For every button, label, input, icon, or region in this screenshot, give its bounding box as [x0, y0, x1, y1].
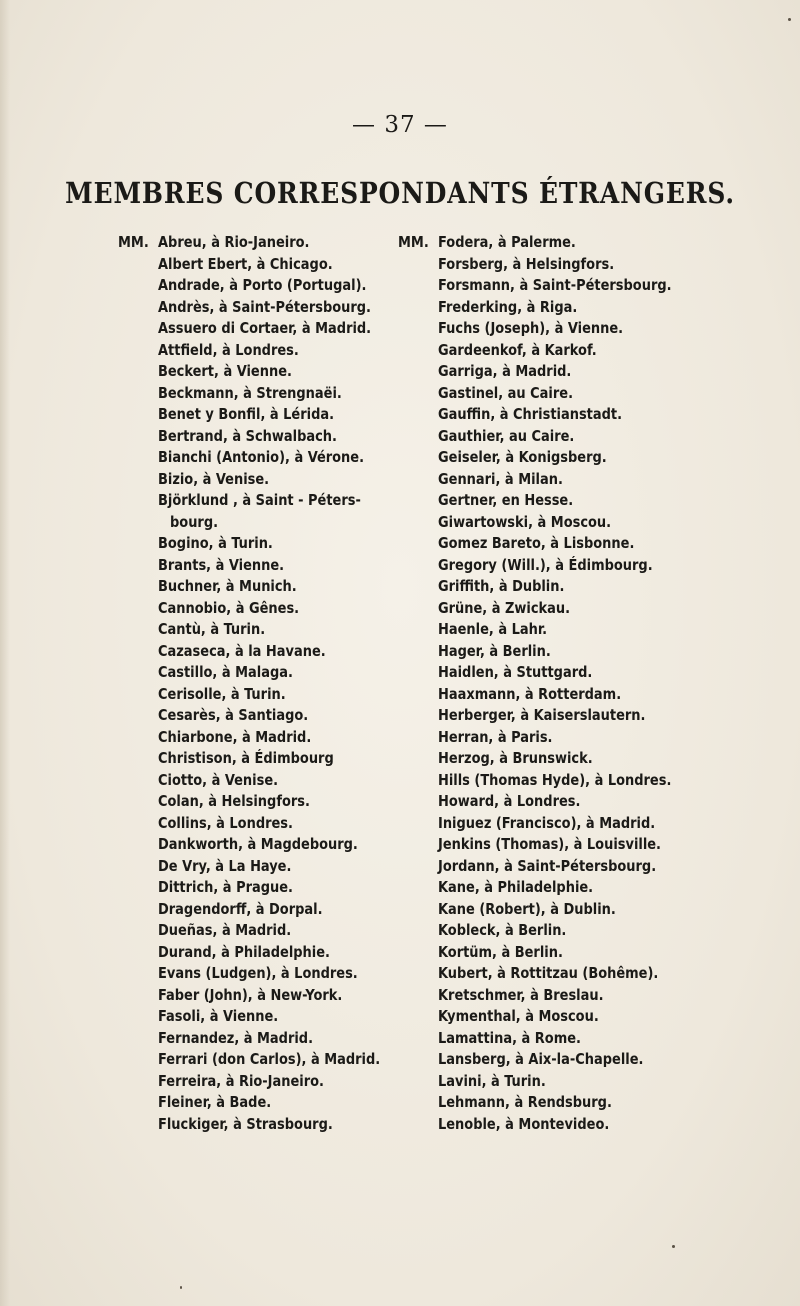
member-entry-text: Jenkins (Thomas), à Louisville.	[438, 835, 661, 853]
member-entry-text: Gardeenkof, à Karkof.	[438, 340, 597, 359]
member-entry	[118, 877, 418, 899]
member-entry	[118, 813, 418, 835]
page-number: — 37 —	[352, 112, 448, 138]
member-entry-text: Herran, à Paris.	[438, 727, 553, 746]
member-entry-text: Kretschmer, à Breslau.	[438, 985, 604, 1004]
member-entry-text: Gauffin, à Christianstadt.	[438, 405, 623, 423]
member-entry	[398, 1028, 728, 1050]
member-entry-text: Cazaseca, à la Havane.	[158, 641, 326, 660]
member-entry	[398, 727, 728, 749]
member-entry-text: Haaxmann, à Rotterdam.	[438, 684, 622, 703]
member-entry	[118, 684, 418, 706]
member-entry-text: Chiarbone, à Madrid.	[158, 727, 312, 746]
member-entry	[118, 770, 418, 792]
member-entry-text: Iniguez (Francisco), à Madrid.	[438, 813, 656, 832]
member-entry	[398, 705, 728, 727]
member-entry	[398, 985, 728, 1007]
member-entry	[398, 598, 728, 620]
member-entry	[398, 254, 728, 276]
member-entry	[398, 684, 728, 706]
member-entry	[398, 426, 728, 448]
member-entry	[118, 404, 418, 426]
member-entry	[398, 318, 728, 340]
member-entry-text: Hager, à Berlin.	[438, 641, 551, 660]
member-entry-text: Bianchi (Antonio), à Vérone.	[158, 448, 365, 466]
member-entry	[118, 834, 418, 856]
member-entry-text: Cantù, à Turin.	[158, 620, 266, 638]
member-entry-text: Castillo, à Malaga.	[158, 663, 293, 681]
ink-speck	[180, 1286, 182, 1289]
member-entry-text: Fuchs (Joseph), à Vienne.	[438, 319, 624, 337]
member-entry	[398, 533, 728, 555]
member-entry-text: Kymenthal, à Moscou.	[438, 1007, 599, 1025]
member-entry	[118, 748, 418, 770]
member-entry-text: Dueñas, à Madrid.	[158, 921, 292, 939]
member-entry	[398, 555, 728, 577]
member-entry-text: Collins, à Londres.	[158, 813, 293, 832]
member-entry-text: Lansberg, à Aix-la-Chapelle.	[438, 1050, 644, 1068]
member-entry-text: Assuero di Cortaer, à Madrid.	[158, 319, 372, 337]
member-entry-text: Evans (Ludgen), à Londres.	[158, 964, 358, 982]
member-entry	[398, 641, 728, 663]
member-entry-text: Dittrich, à Prague.	[158, 878, 293, 896]
member-entry	[398, 576, 728, 598]
member-entry-text: Gennari, à Milan.	[438, 469, 563, 488]
member-entry-text: Lenoble, à Montevideo.	[438, 1114, 610, 1133]
member-entry-text: Dankworth, à Magdebourg.	[158, 835, 358, 853]
member-entry	[118, 856, 418, 878]
left-member-column	[118, 232, 418, 1135]
member-entry-text: Kobleck, à Berlin.	[438, 921, 567, 939]
member-entry	[398, 662, 728, 684]
member-entry	[118, 641, 418, 663]
ink-speck	[672, 1245, 675, 1248]
member-entry	[118, 490, 418, 512]
member-entry-text: Kortüm, à Berlin.	[438, 942, 563, 961]
member-entry-text: Cannobio, à Gênes.	[158, 598, 300, 617]
member-entry	[118, 447, 418, 469]
member-entry-text: Grüne, à Zwickau.	[438, 598, 571, 617]
member-entry-text: Ferrari (don Carlos), à Madrid.	[158, 1050, 381, 1068]
member-entry	[118, 705, 418, 727]
member-entry-text: Haidlen, à Stuttgard.	[438, 663, 593, 681]
member-entry	[398, 490, 728, 512]
member-entry-text: Cerisolle, à Turin.	[158, 684, 286, 703]
member-entry-text: Cesarès, à Santiago.	[158, 706, 309, 724]
member-entry	[118, 662, 418, 684]
member-entry-text: Lamattina, à Rome.	[438, 1028, 581, 1047]
member-entry	[118, 1049, 418, 1071]
member-entry-text: Albert Ebert, à Chicago.	[158, 254, 333, 273]
member-entry	[398, 834, 728, 856]
member-entry-text: Andrès, à Saint-Pétersbourg.	[158, 297, 371, 316]
member-entry-text: Jordann, à Saint-Pétersbourg.	[438, 856, 657, 875]
member-entry	[118, 275, 418, 297]
member-entry-text: Ciotto, à Venise.	[158, 770, 279, 789]
page-edge-shadow	[0, 0, 10, 1306]
member-entry	[118, 727, 418, 749]
member-entry	[118, 1028, 418, 1050]
member-entry	[118, 383, 418, 405]
member-entry-text: Forsberg, à Helsingfors.	[438, 254, 615, 273]
member-entry	[398, 1071, 728, 1093]
member-entry	[118, 963, 418, 985]
member-entry	[118, 920, 418, 942]
member-entry-text: Björklund , à Saint - Péters-	[158, 491, 361, 509]
member-entry	[398, 920, 728, 942]
member-entry-text: Christison, à Édimbourg	[158, 749, 334, 767]
member-entry-text: Durand, à Philadelphie.	[158, 942, 330, 961]
member-entry-text: Attfield, à Londres.	[158, 340, 299, 359]
member-entry	[398, 770, 728, 792]
member-entry-text: Abreu, à Rio-Janeiro.	[158, 233, 310, 251]
member-entry	[398, 791, 728, 813]
member-entry-text: Lehmann, à Rendsburg.	[438, 1093, 612, 1111]
member-entry	[398, 361, 728, 383]
member-entry	[398, 619, 728, 641]
member-entry-text: Haenle, à Lahr.	[438, 620, 548, 638]
member-entry	[118, 619, 418, 641]
member-entry-text: Hills (Thomas Hyde), à Londres.	[438, 770, 672, 789]
member-entry	[398, 1114, 728, 1136]
member-entry-text: De Vry, à La Haye.	[158, 856, 292, 875]
member-entry-text: Ferreira, à Rio-Janeiro.	[158, 1071, 324, 1090]
member-entry-text: Beckert, à Vienne.	[158, 362, 292, 380]
member-entry-text: Herzog, à Brunswick.	[438, 749, 593, 767]
member-entry-text: Dragendorff, à Dorpal.	[158, 899, 323, 918]
member-entry-text: Herberger, à Kaiserslautern.	[438, 706, 646, 724]
member-entry	[118, 297, 418, 319]
member-entry	[398, 275, 728, 297]
member-entry	[118, 318, 418, 340]
member-entry	[118, 899, 418, 921]
member-entry-text: Fleiner, à Bade.	[158, 1093, 272, 1111]
member-entry	[118, 576, 418, 598]
member-entry	[398, 297, 728, 319]
member-entry	[118, 598, 418, 620]
member-entry	[398, 1006, 728, 1028]
section-heading: MEMBRES CORRESPONDANTS ÉTRANGERS.	[65, 176, 735, 210]
member-entry-text: Giwartowski, à Moscou.	[438, 512, 612, 531]
member-entry-text: Beckmann, à Strengnaëi.	[158, 383, 342, 402]
member-entry-text: Bertrand, à Schwalbach.	[158, 426, 337, 445]
member-entry	[118, 232, 418, 254]
member-entry	[398, 1092, 728, 1114]
member-entry-text: Buchner, à Munich.	[158, 577, 297, 595]
member-entry	[398, 813, 728, 835]
member-entry	[118, 361, 418, 383]
member-entry	[398, 447, 728, 469]
member-entry-text: Bogino, à Turin.	[158, 534, 273, 552]
member-entry-text: Fluckiger, à Strasbourg.	[158, 1114, 333, 1133]
member-entry-text: Gertner, en Hesse.	[438, 491, 574, 509]
member-entry	[118, 469, 418, 491]
member-entry-text: Bizio, à Venise.	[158, 469, 270, 488]
member-entry	[118, 985, 418, 1007]
member-entry	[118, 512, 418, 534]
member-entry	[398, 469, 728, 491]
column-prefix: MM.	[118, 233, 149, 251]
member-entry	[118, 254, 418, 276]
member-entry	[398, 383, 728, 405]
member-entry-text: Kane (Robert), à Dublin.	[438, 899, 616, 918]
member-entry	[398, 512, 728, 534]
member-entry-text: Gomez Bareto, à Lisbonne.	[438, 534, 635, 552]
member-entry-text: Fasoli, à Vienne.	[158, 1007, 279, 1025]
member-entry	[118, 426, 418, 448]
ink-speck	[788, 18, 791, 21]
member-entry	[398, 942, 728, 964]
member-entry	[398, 963, 728, 985]
member-entry	[118, 533, 418, 555]
member-entry-text: Faber (John), à New-York.	[158, 985, 343, 1004]
member-entry-text: Fodera, à Palerme.	[438, 233, 576, 251]
member-entry	[118, 555, 418, 577]
member-entry	[398, 340, 728, 362]
member-entry-text: Brants, à Vienne.	[158, 555, 285, 574]
member-entry	[398, 856, 728, 878]
member-entry-text: Geiseler, à Konigsberg.	[438, 448, 607, 466]
member-entry	[398, 232, 728, 254]
member-entry-text: Frederking, à Riga.	[438, 297, 578, 316]
member-entry-text: Kubert, à Rottitzau (Bohême).	[438, 964, 659, 982]
member-entry	[118, 1092, 418, 1114]
member-entry	[118, 1006, 418, 1028]
member-entry	[118, 340, 418, 362]
member-entry-text: Colan, à Helsingfors.	[158, 792, 310, 810]
member-entry-text: bourg.	[170, 512, 219, 531]
member-entry-text: Gastinel, au Caire.	[438, 383, 573, 402]
member-entry	[118, 1071, 418, 1093]
member-entry-text: Kane, à Philadelphie.	[438, 878, 594, 896]
column-prefix: MM.	[398, 233, 429, 251]
member-entry	[118, 942, 418, 964]
member-entry-text: Howard, à Londres.	[438, 792, 581, 810]
member-entry	[398, 877, 728, 899]
member-entry	[398, 404, 728, 426]
member-entry-text: Lavini, à Turin.	[438, 1071, 546, 1090]
member-entry	[398, 1049, 728, 1071]
right-member-column	[398, 232, 728, 1135]
member-entry-text: Garriga, à Madrid.	[438, 362, 572, 380]
member-entry-text: Fernandez, à Madrid.	[158, 1028, 314, 1047]
member-entry	[118, 791, 418, 813]
member-entry	[398, 748, 728, 770]
member-entry-text: Griffith, à Dublin.	[438, 577, 565, 595]
member-entry-text: Andrade, à Porto (Portugal).	[158, 276, 367, 294]
member-entry-text: Gregory (Will.), à Édimbourg.	[438, 555, 653, 574]
member-entry	[118, 1114, 418, 1136]
member-entry-text: Benet y Bonfil, à Lérida.	[158, 405, 335, 423]
member-entry	[398, 899, 728, 921]
member-entry-text: Forsmann, à Saint-Pétersbourg.	[438, 276, 672, 294]
member-entry-text: Gauthier, au Caire.	[438, 426, 575, 445]
